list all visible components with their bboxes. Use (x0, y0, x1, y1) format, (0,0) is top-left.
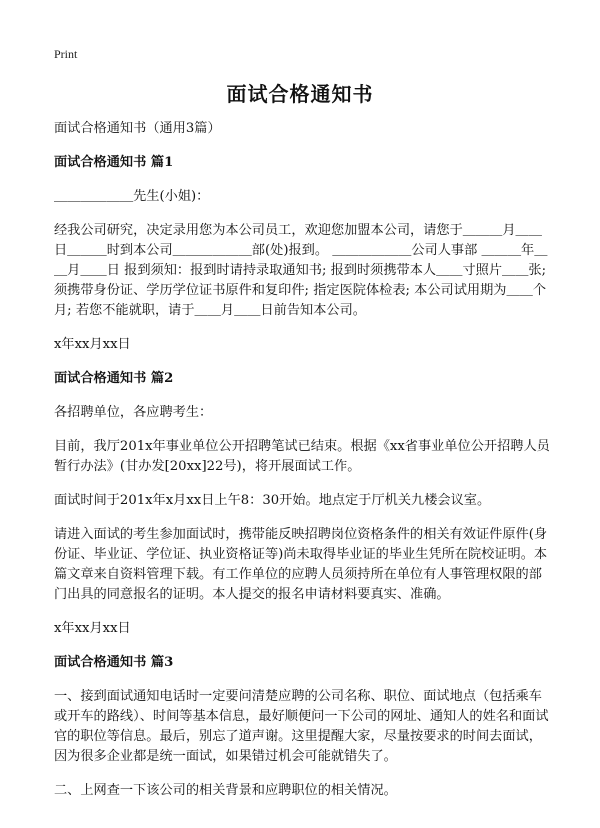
paragraph: 经我公司研究，决定录用您为本公司员工，欢迎您加盟本公司，请您于＿＿＿月＿＿日＿＿＿时到本公司＿＿＿＿＿＿部(处)报到。 ＿＿＿＿＿＿公司人事部 ＿＿＿年＿＿月＿＿日 报到须知：报到时请持录取通知书; 报到时须携带本人＿＿寸照片＿＿张; 须携带身份证、学历学位证书原件和复印件; 指定医院体检表; 本公司试用期为＿＿个月; 若您不能就职，请于＿＿月＿＿日前告知本公司。 (54, 223, 548, 318)
date-line: x年xx月xx日 (54, 337, 131, 352)
section-heading: 面试合格通知书 篇3 (54, 655, 174, 670)
paragraph: 目前，我厅201x年事业单位公开招聘笔试已结束。根据《xx省事业单位公开招聘人员暂行办法》(甘办发[20xx]22号)，将开展面试工作。 (54, 439, 550, 474)
paragraph: 面试时间于201x年x月xx日上午8：30开始。地点定于厅机关九楼会议室。 (54, 493, 491, 508)
paragraph: 请进入面试的考生参加面试时，携带能反映招聘岗位资格条件的相关有效证件原件(身份证、毕业证、学位证、执业资格证等)尚未取得毕业证的毕业生凭所在院校证明。本篇文章来自资料管理下载。有工作单位的应聘人员须持所在单位有人事管理权限的部门出具的同意报名的证明。本人提交的报名申请材料要真实、准确。 (54, 527, 548, 602)
date-line: x年xx月xx日 (54, 621, 131, 636)
paragraph: 二、上网查一下该公司的相关背景和应聘职位的相关情况。 (54, 783, 397, 798)
section-heading: 面试合格通知书 篇1 (54, 155, 174, 170)
document-subtitle: 面试合格通知书（通用3篇） (54, 121, 221, 136)
page-title: 面试合格通知书 (226, 82, 374, 106)
print-link[interactable]: Print (54, 47, 78, 61)
section-heading: 面试合格通知书 篇2 (54, 371, 174, 386)
salutation: 各招聘单位，各应聘考生： (54, 405, 213, 420)
paragraph: 一、接到面试通知电话时一定要问清楚应聘的公司名称、职位、面试地点（包括乘车或开车的路线）、时间等基本信息，最好顺便问一下公司的网址、通知人的姓名和面试官的职位等信息。最后，别忘了道声谢。这里提醒大家，尽量按要求的时间去面试，因为很多企业都是统一面试，如果错过机会可能就错失了。 (54, 689, 549, 764)
document-body (54, 119, 554, 815)
salutation: ＿＿＿＿＿＿先生(小姐)： (54, 189, 210, 204)
